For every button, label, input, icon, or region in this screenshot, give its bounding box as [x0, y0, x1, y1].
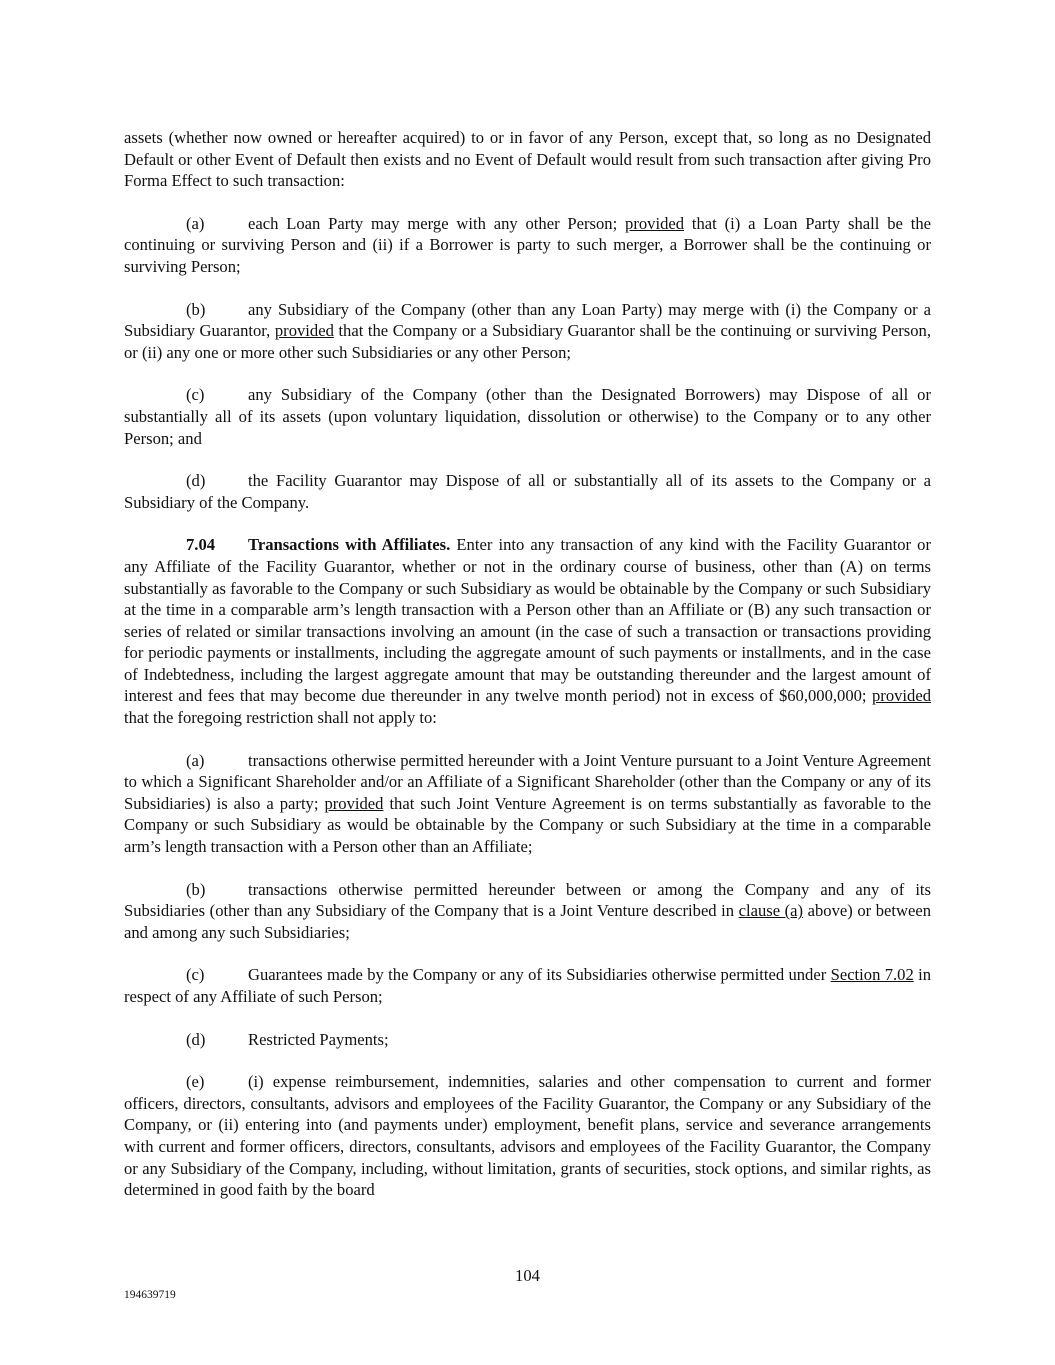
- merger-clause-c: (c) any Subsidiary of the Company (other than the Designated Borrowers) may Dispose of all or substantially all of its assets (upon voluntary liquidation, dissolution or otherwise) to the Company or to any other Person; and: [124, 385, 931, 448]
- merger-clause-a: (a) each Loan Party may merge with any other Person; provided that (i) a Loan Party shall be the continuing or surviving Person and (ii) if a Borrower is party to such merger, a Borrower shall be the continuing or surviving Person;: [124, 213, 931, 276]
- merger-clause-d: (d) the Facility Guarantor may Dispose of all or substantially all of its assets to the Company or a Subsidiary of the Company.: [124, 471, 931, 512]
- merger-clause-b: (b) any Subsidiary of the Company (other than any Loan Party) may merge with (i) the Company or a Subsidiary Guarantor, provided that the Company or a Subsidiary Guarantor shall be the continuing or surviving Person, or (ii) any one or more other such Subsidiaries or any other Person;: [124, 299, 931, 362]
- clause-label: (c): [186, 965, 205, 985]
- affiliate-clause-d: (d) Restricted Payments;: [186, 1029, 389, 1049]
- clause-label: (b): [186, 299, 206, 319]
- intro-paragraph: assets (whether now owned or hereafter acquired) to or in favor of any Person, except that, so long as no Designated Default or other Event of Default then exists and no Event of Default would result from such transaction after giving Pro Forma Effect to such transaction:: [124, 128, 931, 191]
- provided-term: provided: [274, 321, 334, 341]
- clause-label: (c): [186, 385, 205, 405]
- page-number: 104: [515, 1266, 540, 1285]
- clause-label: (a): [186, 213, 205, 233]
- clause-a-reference: clause (a): [738, 901, 804, 921]
- clause-label: (d): [186, 471, 206, 491]
- affiliate-clause-e: (e) (i) expense reimbursement, indemnities, salaries and other compensation to current and former officers, directors, consultants, advisors and employees of the Facility Guarantor, the Company or any Subsidiary of the Company, or (ii) entering into (and payments under) employment, benefit plans, service and severance arrangements with current and former officers, directors, consultants, advisors and employees of the Facility Guarantor, the Company or any Subsidiary of the Company, including, without limitation, grants of securities, stock options, and similar rights, as determined in good faith by the board: [124, 1072, 931, 1200]
- clause-label: (d): [186, 1029, 206, 1049]
- clause-label: (e): [186, 1072, 205, 1092]
- affiliate-clause-b: (b) transactions otherwise permitted hereunder between or among the Company and any of its Subsidiaries (other than any Subsidiary of the Company that is a Joint Venture described in clause (a) above) or between and among any such Subsidiaries;: [124, 879, 932, 942]
- section-number: 7.04: [186, 535, 216, 555]
- clause-label: (b): [186, 879, 206, 899]
- clause-label: (a): [186, 750, 205, 770]
- provided-term: provided: [324, 793, 384, 813]
- document-body: [124, 127, 931, 1222]
- affiliate-clause-a: (a) transactions otherwise permitted hereunder with a Joint Venture pursuant to a Joint Venture Agreement to which a Significant Shareholder and/or an Affiliate of a Significant Shareholder (other than the Company or any of its Subsidiaries) is also a party; provided that such Joint Venture Agreement is on terms substantially as favorable to the Company or such Subsidiary as would be obtainable by the Company or such Subsidiary at the time in a comparable arm’s length transaction with a Person other than an Affiliate;: [124, 750, 931, 857]
- affiliate-clause-c: (c) Guarantees made by the Company or any of its Subsidiaries otherwise permitted under Section 7.02 in respect of any Affiliate of such Person;: [124, 965, 931, 1006]
- section-7-02-reference: Section 7.02: [830, 965, 914, 985]
- provided-term: provided: [872, 686, 931, 706]
- document-id: 194639719: [124, 1289, 176, 1301]
- provided-term: provided: [625, 213, 685, 233]
- section-title: Transactions with Affiliates.: [248, 535, 451, 555]
- section-7-04-paragraph: 7.04 Transactions with Affiliates. Enter into any transaction of any kind with the Facility Guarantor or any Affiliate of the Facility Guarantor, whether or not in the ordinary course of business, other than (A) on terms substantially as favorable to the Company or such Subsidiary as would be obtainable by the Company or such Subsidiary at the time in a comparable arm’s length transaction with a Person other than an Affiliate or (B) any such transaction or series of related or similar transactions involving an amount (in the case of such a transaction or transactions providing for periodic payments or installments, including the aggregate amount of such payments or installments, and in the case of Indebtedness, including the largest aggregate amount that may be outstanding thereunder and the largest amount of interest and fees that may become due thereunder in any twelve month period) not in excess of $60,000,000; provided that the foregoing restriction shall not apply to:: [124, 535, 931, 728]
